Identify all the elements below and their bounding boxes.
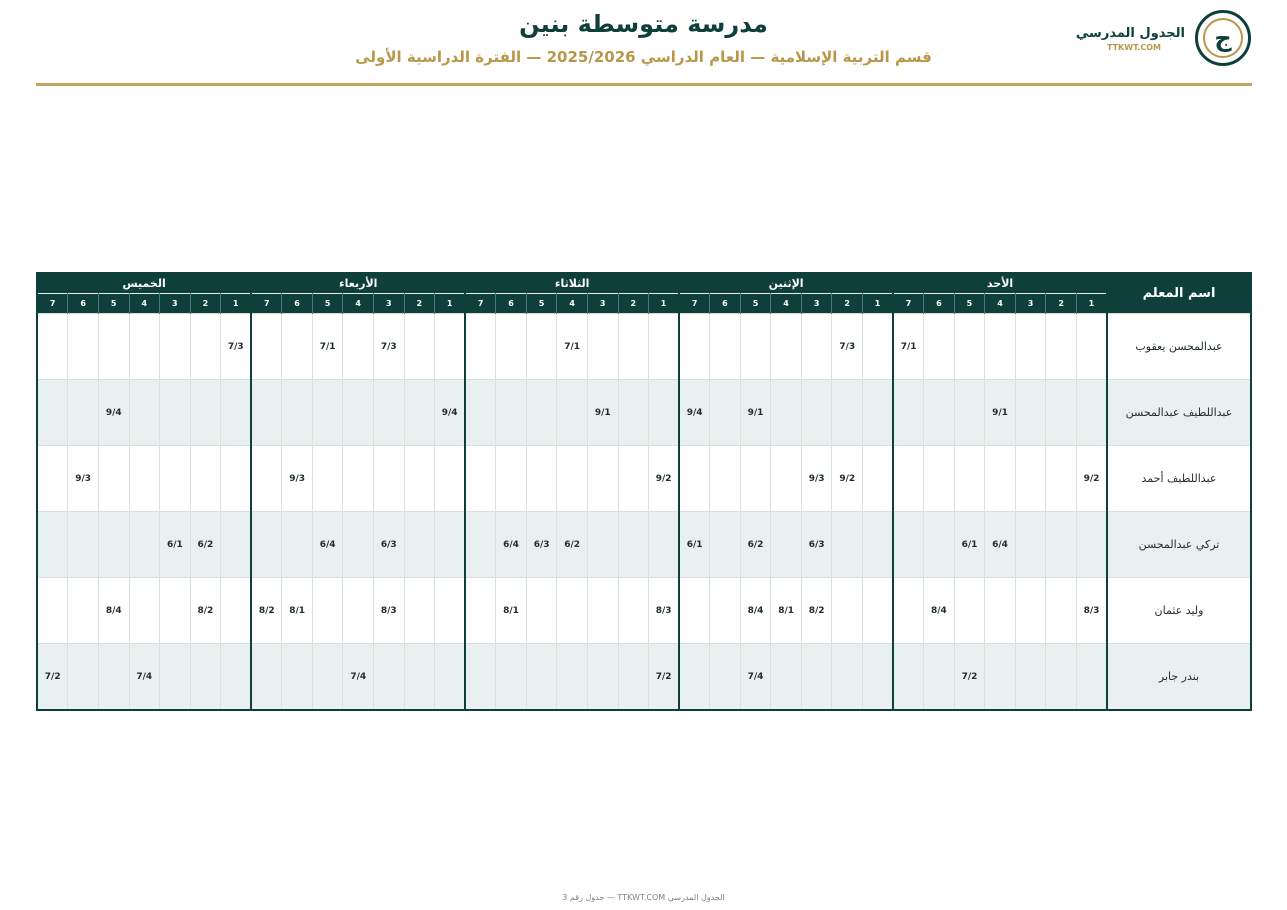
schedule-cell [312, 380, 343, 446]
period-header: 1 [221, 294, 252, 314]
schedule-cell [374, 380, 405, 446]
teacher-name: تركي عبدالمحسن [1107, 512, 1251, 578]
period-header: 3 [160, 294, 191, 314]
schedule-cell [37, 314, 68, 380]
schedule-cell [526, 578, 557, 644]
schedule-cell [801, 644, 832, 711]
schedule-cell: 6/2 [190, 512, 221, 578]
schedule-cell [435, 512, 466, 578]
schedule-cell [37, 380, 68, 446]
logo-url: TTKWT.COM [1106, 43, 1161, 52]
schedule-cell [985, 446, 1016, 512]
schedule-cell: 8/4 [924, 578, 955, 644]
schedule-cell [37, 446, 68, 512]
schedule-cell: 6/4 [985, 512, 1016, 578]
schedule-cell [190, 314, 221, 380]
period-header: 7 [251, 294, 282, 314]
schedule-cell [832, 380, 863, 446]
schedule-cell [924, 512, 955, 578]
schedule-cell [587, 314, 618, 380]
schedule-cell [282, 512, 313, 578]
header-divider [36, 83, 1252, 86]
schedule-cell [435, 446, 466, 512]
schedule-cell [404, 644, 435, 711]
schedule-cell [343, 578, 374, 644]
schedule-cell [557, 380, 588, 446]
schedule-cell: 6/1 [679, 512, 710, 578]
schedule-cell: 8/2 [190, 578, 221, 644]
schedule-cell [526, 314, 557, 380]
schedule-cell [893, 446, 924, 512]
schedule-table [36, 272, 1252, 711]
schedule-cell: 8/3 [1076, 578, 1107, 644]
schedule-cell [771, 446, 802, 512]
day-header: الثلاثاء [465, 273, 679, 294]
period-header: 1 [435, 294, 466, 314]
period-header: 4 [129, 294, 160, 314]
schedule-cell: 9/3 [68, 446, 99, 512]
schedule-cell: 9/1 [740, 380, 771, 446]
schedule-cell [893, 380, 924, 446]
schedule-cell [649, 380, 680, 446]
period-header: 3 [1015, 294, 1046, 314]
schedule-cell [1015, 512, 1046, 578]
schedule-cell: 7/3 [374, 314, 405, 380]
day-header: الخميس [37, 273, 251, 294]
period-header: 5 [312, 294, 343, 314]
schedule-cell: 9/3 [282, 446, 313, 512]
schedule-cell [710, 644, 741, 711]
schedule-cell: 6/4 [496, 512, 527, 578]
table-row [37, 380, 1251, 446]
teacher-name: عبدالمحسن يعقوب [1107, 314, 1251, 380]
period-header: 7 [37, 294, 68, 314]
day-header: الأربعاء [251, 273, 465, 294]
page-title: مدرسة متوسطة بنين [519, 10, 768, 38]
schedule-cell: 7/3 [832, 314, 863, 380]
schedule-cell [98, 512, 129, 578]
schedule-cell [1015, 578, 1046, 644]
page-subtitle: قسم التربية الإسلامية — العام الدراسي 2025/2026 — الفترة الدراسية الأولى [355, 48, 932, 66]
schedule-cell [98, 314, 129, 380]
schedule-cell [985, 314, 1016, 380]
schedule-cell: 7/3 [221, 314, 252, 380]
teacher-name: وليد عثمان [1107, 578, 1251, 644]
schedule-cell [465, 512, 496, 578]
schedule-cell [710, 512, 741, 578]
schedule-cell: 7/2 [37, 644, 68, 711]
period-header: 4 [557, 294, 588, 314]
schedule-cell [1046, 314, 1077, 380]
schedule-cell [68, 512, 99, 578]
schedule-cell [1015, 380, 1046, 446]
schedule-cell [771, 380, 802, 446]
schedule-cell [1076, 644, 1107, 711]
day-header-row [37, 273, 1251, 294]
schedule-cell [1076, 314, 1107, 380]
schedule-cell [68, 578, 99, 644]
schedule-cell [465, 380, 496, 446]
period-header: 4 [985, 294, 1016, 314]
day-header: الأحد [893, 273, 1107, 294]
schedule-cell [740, 314, 771, 380]
schedule-cell: 9/4 [98, 380, 129, 446]
table-row [37, 644, 1251, 711]
schedule-cell [954, 380, 985, 446]
schedule-cell [1046, 644, 1077, 711]
period-header: 5 [954, 294, 985, 314]
schedule-cell [343, 380, 374, 446]
schedule-cell [435, 314, 466, 380]
schedule-cell [710, 578, 741, 644]
schedule-cell: 7/4 [129, 644, 160, 711]
schedule-cell [98, 446, 129, 512]
schedule-cell [404, 380, 435, 446]
schedule-cell [37, 512, 68, 578]
table-row [37, 446, 1251, 512]
schedule-cell: 7/4 [343, 644, 374, 711]
schedule-cell [832, 644, 863, 711]
schedule-cell: 6/2 [557, 512, 588, 578]
schedule-cell: 6/3 [526, 512, 557, 578]
schedule-cell [863, 446, 894, 512]
schedule-cell [221, 578, 252, 644]
teacher-name-header: اسم المعلم [1107, 273, 1251, 314]
schedule-cell [557, 644, 588, 711]
schedule-cell [496, 314, 527, 380]
schedule-cell [465, 644, 496, 711]
schedule-cell: 8/1 [496, 578, 527, 644]
period-header: 7 [679, 294, 710, 314]
schedule-cell: 7/1 [893, 314, 924, 380]
period-header: 6 [496, 294, 527, 314]
schedule-cell [343, 446, 374, 512]
page-footer: الجدول المدرسي TTKWT.COM — جدول رقم 3 [562, 893, 725, 902]
schedule-cell [160, 578, 191, 644]
schedule-cell [221, 644, 252, 711]
schedule-cell: 7/2 [954, 644, 985, 711]
schedule-cell [801, 380, 832, 446]
schedule-cell: 9/2 [649, 446, 680, 512]
schedule-cell: 7/1 [312, 314, 343, 380]
schedule-cell [404, 512, 435, 578]
schedule-cell [740, 446, 771, 512]
schedule-cell: 8/1 [771, 578, 802, 644]
schedule-cell: 8/4 [740, 578, 771, 644]
schedule-cell [618, 578, 649, 644]
schedule-cell [863, 512, 894, 578]
period-header: 2 [404, 294, 435, 314]
schedule-cell [435, 578, 466, 644]
schedule-cell [710, 446, 741, 512]
schedule-cell: 6/3 [374, 512, 405, 578]
schedule-cell [587, 644, 618, 711]
period-header: 6 [710, 294, 741, 314]
schedule-cell [863, 644, 894, 711]
schedule-cell [771, 644, 802, 711]
period-header: 7 [465, 294, 496, 314]
schedule-cell [251, 512, 282, 578]
schedule-cell [68, 314, 99, 380]
schedule-cell [649, 314, 680, 380]
schedule-cell [37, 578, 68, 644]
schedule-cell [1076, 512, 1107, 578]
period-header: 3 [587, 294, 618, 314]
schedule-cell [435, 644, 466, 711]
period-header: 5 [740, 294, 771, 314]
schedule-cell: 8/3 [649, 578, 680, 644]
schedule-cell [129, 578, 160, 644]
schedule-cell [954, 446, 985, 512]
schedule-cell [1046, 578, 1077, 644]
schedule-cell [251, 314, 282, 380]
schedule-cell [924, 314, 955, 380]
period-header: 1 [863, 294, 894, 314]
schedule-cell [496, 644, 527, 711]
table-row [37, 512, 1251, 578]
schedule-cell [954, 578, 985, 644]
schedule-cell: 9/2 [832, 446, 863, 512]
period-header: 2 [1046, 294, 1077, 314]
teacher-name: بندر جابر [1107, 644, 1251, 711]
period-header: 4 [343, 294, 374, 314]
schedule-cell [129, 380, 160, 446]
schedule-cell: 9/3 [801, 446, 832, 512]
period-header: 2 [190, 294, 221, 314]
schedule-cell [893, 578, 924, 644]
schedule-cell [496, 380, 527, 446]
schedule-cell: 8/3 [374, 578, 405, 644]
schedule-cell [893, 512, 924, 578]
schedule-cell [251, 446, 282, 512]
schedule-cell [679, 446, 710, 512]
schedule-cell [129, 314, 160, 380]
schedule-cell [832, 578, 863, 644]
table-row [37, 578, 1251, 644]
schedule-cell: 6/1 [954, 512, 985, 578]
schedule-body [37, 314, 1251, 711]
schedule-cell [312, 446, 343, 512]
schedule-cell [404, 314, 435, 380]
teacher-name: عبداللطيف أحمد [1107, 446, 1251, 512]
schedule-cell [496, 446, 527, 512]
schedule-cell [1046, 512, 1077, 578]
schedule-cell [465, 446, 496, 512]
schedule-cell [282, 314, 313, 380]
schedule-cell: 8/2 [251, 578, 282, 644]
schedule-cell [618, 644, 649, 711]
schedule-cell [1015, 644, 1046, 711]
schedule-cell [832, 512, 863, 578]
schedule-cell [343, 314, 374, 380]
schedule-cell [710, 314, 741, 380]
schedule-cell [221, 380, 252, 446]
schedule-cell [557, 446, 588, 512]
period-header: 5 [526, 294, 557, 314]
schedule-cell [557, 578, 588, 644]
schedule-cell [618, 380, 649, 446]
schedule-cell [893, 644, 924, 711]
schedule-cell: 7/2 [649, 644, 680, 711]
schedule-cell [160, 644, 191, 711]
table-row [37, 314, 1251, 380]
schedule-cell [404, 578, 435, 644]
schedule-cell [465, 578, 496, 644]
period-header: 5 [98, 294, 129, 314]
schedule-cell: 9/1 [985, 380, 1016, 446]
schedule-cell: 7/1 [557, 314, 588, 380]
schedule-cell [68, 380, 99, 446]
period-header-row [37, 294, 1251, 314]
schedule-cell [924, 446, 955, 512]
schedule-cell: 9/2 [1076, 446, 1107, 512]
schedule-cell: 6/1 [160, 512, 191, 578]
schedule-cell [863, 578, 894, 644]
schedule-cell [526, 644, 557, 711]
schedule-cell [863, 314, 894, 380]
logo-badge-icon [1195, 10, 1251, 66]
schedule-cell [282, 644, 313, 711]
period-header: 2 [832, 294, 863, 314]
schedule-cell [98, 644, 129, 711]
schedule-cell [649, 512, 680, 578]
schedule-cell [587, 578, 618, 644]
schedule-cell [465, 314, 496, 380]
schedule-cell [129, 446, 160, 512]
schedule-table-wrapper [36, 272, 1252, 711]
schedule-cell [1046, 380, 1077, 446]
schedule-cell: 9/4 [679, 380, 710, 446]
schedule-cell [160, 314, 191, 380]
schedule-cell [679, 578, 710, 644]
schedule-cell [771, 314, 802, 380]
schedule-cell [1046, 446, 1077, 512]
schedule-cell: 8/4 [98, 578, 129, 644]
schedule-cell [221, 446, 252, 512]
schedule-cell [374, 446, 405, 512]
schedule-cell [679, 314, 710, 380]
period-header: 3 [801, 294, 832, 314]
schedule-cell [618, 446, 649, 512]
period-header: 2 [618, 294, 649, 314]
period-header: 6 [68, 294, 99, 314]
schedule-cell: 9/1 [587, 380, 618, 446]
schedule-cell: 6/2 [740, 512, 771, 578]
teacher-name: عبداللطيف عبدالمحسن [1107, 380, 1251, 446]
schedule-cell [985, 644, 1016, 711]
schedule-cell [618, 314, 649, 380]
schedule-cell [587, 512, 618, 578]
schedule-cell [312, 578, 343, 644]
schedule-cell: 7/4 [740, 644, 771, 711]
schedule-cell [129, 512, 160, 578]
schedule-cell [526, 446, 557, 512]
schedule-cell [1015, 446, 1046, 512]
schedule-cell [160, 380, 191, 446]
schedule-cell [221, 512, 252, 578]
logo-name: الجدول المدرسي [1075, 26, 1185, 41]
schedule-cell: 6/3 [801, 512, 832, 578]
period-header: 4 [771, 294, 802, 314]
schedule-cell: 8/2 [801, 578, 832, 644]
period-header: 6 [924, 294, 955, 314]
schedule-cell [1076, 380, 1107, 446]
schedule-cell [587, 446, 618, 512]
schedule-cell [160, 446, 191, 512]
schedule-cell [404, 446, 435, 512]
schedule-cell [985, 578, 1016, 644]
day-header: الإثنين [679, 273, 893, 294]
schedule-cell [863, 380, 894, 446]
logo [1075, 10, 1251, 72]
schedule-cell [190, 380, 221, 446]
logo-glyph: ج [1203, 18, 1243, 58]
schedule-cell [312, 644, 343, 711]
schedule-cell [924, 644, 955, 711]
period-header: 1 [649, 294, 680, 314]
schedule-cell [251, 380, 282, 446]
schedule-cell: 8/1 [282, 578, 313, 644]
period-header: 3 [374, 294, 405, 314]
page-header [0, 0, 1287, 90]
schedule-cell [618, 512, 649, 578]
schedule-cell [190, 644, 221, 711]
schedule-cell: 6/4 [312, 512, 343, 578]
schedule-cell [282, 380, 313, 446]
schedule-cell [526, 380, 557, 446]
schedule-cell [374, 644, 405, 711]
period-header: 6 [282, 294, 313, 314]
schedule-cell [190, 446, 221, 512]
schedule-cell [954, 314, 985, 380]
schedule-cell [924, 380, 955, 446]
period-header: 1 [1076, 294, 1107, 314]
schedule-cell [68, 644, 99, 711]
period-header: 7 [893, 294, 924, 314]
schedule-cell [801, 314, 832, 380]
schedule-cell [679, 644, 710, 711]
schedule-cell [251, 644, 282, 711]
schedule-cell [343, 512, 374, 578]
schedule-cell [771, 512, 802, 578]
schedule-cell [1015, 314, 1046, 380]
schedule-cell [710, 380, 741, 446]
schedule-cell: 9/4 [435, 380, 466, 446]
